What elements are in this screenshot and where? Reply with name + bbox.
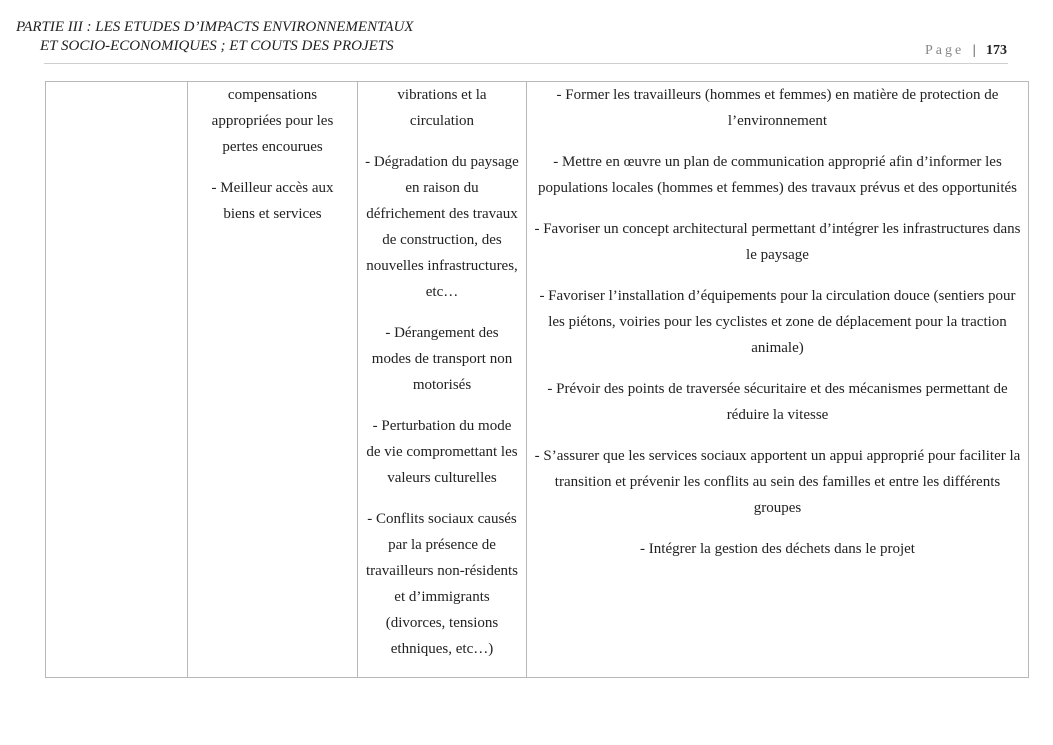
- page-number: 173: [986, 43, 1007, 58]
- list-item: - Conflits sociaux causés par la présence de travailleurs non-résidents et d’immigrants (divorces, tensions ethniques, etc…): [365, 511, 519, 657]
- impacts-table: [45, 81, 1029, 678]
- header-title-line-2: ET SOCIO-ECONOMIQUES ; ET COUTS DES PROJETS: [40, 38, 394, 54]
- table-cell-empty: [46, 82, 188, 678]
- page-word: Page: [924, 43, 965, 58]
- list-item: - Prévoir des points de traversée sécuritaire et des mécanismes permettant de réduire la vitesse: [547, 381, 1008, 423]
- page-number-label: [925, 43, 1007, 59]
- list-item: vibrations et la circulation: [397, 87, 487, 129]
- list-item: - Meilleur accès aux biens et services: [211, 180, 334, 222]
- list-item: compensations appropriées pour les pertes encourues: [211, 87, 334, 155]
- page-header-title: [16, 18, 413, 56]
- header-divider: [44, 63, 1008, 64]
- list-item: - Former les travailleurs (hommes et femmes) en matière de protection de l’environnement: [556, 87, 999, 129]
- table-cell-impacts-negative: [358, 82, 527, 678]
- list-item: - S’assurer que les services sociaux apportent un appui approprié pour faciliter la transition et prévenir les conflits au sein des familles et entre les différents groupes: [534, 448, 1021, 516]
- page-separator: |: [972, 43, 976, 58]
- list-item: - Perturbation du mode de vie compromettant les valeurs culturelles: [366, 418, 518, 486]
- list-item: - Favoriser un concept architectural permettant d’intégrer les infrastructures dans le paysage: [534, 221, 1021, 263]
- list-item: - Favoriser l’installation d’équipements pour la circulation douce (sentiers pour les piétons, voiries pour les cyclistes et zone de déplacement pour la traction animale): [539, 288, 1016, 356]
- table-row: [46, 82, 1029, 678]
- list-item: - Mettre en œuvre un plan de communication approprié afin d’informer les populations locales (hommes et femmes) des travaux prévus et des opportunités: [537, 154, 1018, 196]
- table-cell-impacts-positive: [188, 82, 358, 678]
- header-title-line-1: PARTIE III : LES ETUDES D’IMPACTS ENVIRONNEMENTAUX: [16, 19, 414, 35]
- list-item: - Dérangement des modes de transport non motorisés: [371, 325, 513, 393]
- list-item: - Dégradation du paysage en raison du défrichement des travaux de construction, des nouvelles infrastructures, etc…: [365, 154, 519, 300]
- table-cell-mitigation-measures: [527, 82, 1029, 678]
- list-item: - Intégrer la gestion des déchets dans le projet: [640, 541, 915, 557]
